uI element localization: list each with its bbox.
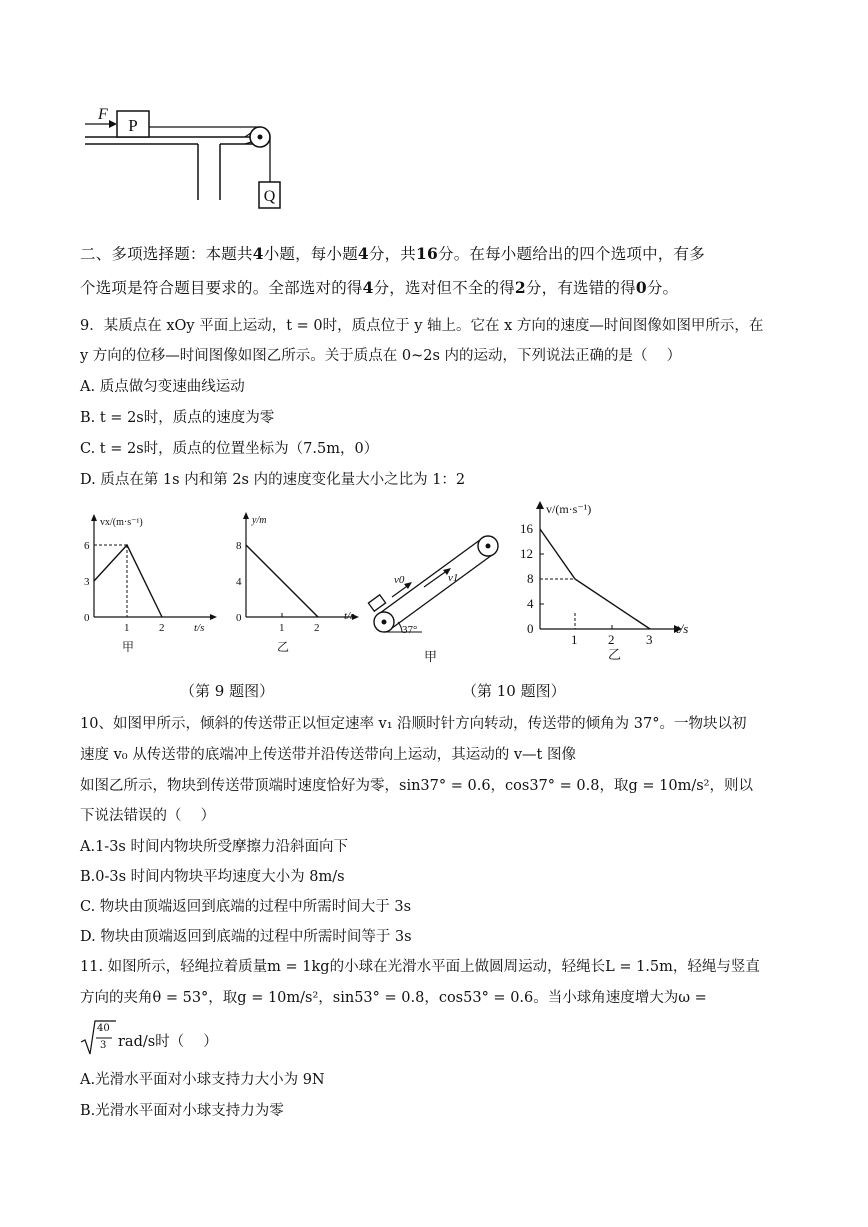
q9-stem-line1: 9．某质点在 xOy 平面上运动，t = 0时，质点位于 y 轴上。它在 x 方向的速度—时间图像如图甲所示，在 bbox=[80, 318, 764, 334]
fig9-yi-ytick: 8 bbox=[236, 540, 242, 552]
section2-text: 二、多项选择题：本题共 bbox=[80, 245, 253, 263]
q10-stem-line2: 速度 v₀ 从传送带的底端冲上传送带并沿传送带向上运动，其运动的 v—t 图像 bbox=[80, 747, 576, 763]
pulley-figure bbox=[80, 100, 290, 215]
block-q-label: Q bbox=[263, 188, 276, 205]
q9-option-c: C. t = 2s时，质点的位置坐标为（7.5m，0） bbox=[80, 441, 379, 457]
force-label: F bbox=[98, 106, 108, 123]
fig10-caption: （第 10 题图） bbox=[462, 682, 566, 700]
q11-omega-expression bbox=[80, 1018, 280, 1058]
fig9-caption: （第 9 题图） bbox=[180, 682, 275, 700]
q10-option-b: B.0-3s 时间内物块平均速度大小为 8m/s bbox=[80, 869, 345, 885]
section2-number: 4 bbox=[252, 244, 264, 263]
fig10-yi-graph bbox=[518, 495, 708, 660]
section2-number: 4 bbox=[357, 244, 369, 263]
q11-stem-line2: 方向的夹角θ = 53°，取g = 10m/s²，sin53° = 0.8，cos53° = 0.6。当小球角速度增大为ω = bbox=[80, 990, 707, 1006]
fig9-jia-caption: 甲 bbox=[122, 640, 135, 654]
fig9-jia-xtick: 1 bbox=[124, 622, 130, 634]
omega-numerator: 40 bbox=[97, 1023, 110, 1034]
omega-unit: rad/s时（ ） bbox=[118, 1034, 218, 1050]
fig10-yi-ytick: 12 bbox=[520, 546, 533, 561]
q10-option-d: D. 物块由顶端返回到底端的过程中所需时间等于 3s bbox=[80, 929, 412, 945]
section2-text: 小题，每小题 bbox=[263, 245, 358, 263]
fig10-yi-xlabel: t/s bbox=[676, 621, 689, 636]
fig10-yi-ytick: 8 bbox=[527, 571, 534, 586]
section2-line1 bbox=[80, 244, 705, 264]
q11-stem-line1: 11. 如图所示，轻绳拉着质量m = 1kg的小球在光滑水平面上做圆周运动，轻绳长L = 1.5m，轻绳与竖直 bbox=[80, 959, 760, 975]
section2-number: 4 bbox=[362, 278, 374, 297]
fig10-yi-ylabel: v/(m·s⁻¹) bbox=[546, 502, 592, 516]
fig9-jia-ylabel: vx/(m·s⁻¹) bbox=[100, 517, 143, 528]
section2-text: 分。在每小题给出的四个选项中，有多 bbox=[438, 245, 705, 263]
fig9-jia-ytick: 6 bbox=[84, 540, 90, 552]
section2-number: 16 bbox=[416, 244, 438, 263]
fig9-yi-ytick: 4 bbox=[236, 576, 242, 588]
section2-text: 分，共 bbox=[368, 245, 417, 263]
fig9-yi-ylabel: y/m bbox=[252, 515, 267, 526]
omega-denominator: 3 bbox=[100, 1040, 107, 1051]
fig9-jia-ytick: 3 bbox=[84, 576, 90, 588]
block-p-label: P bbox=[128, 116, 138, 135]
fig9-yi-xlabel: t/s bbox=[344, 610, 355, 622]
fig10-yi-ytick: 16 bbox=[520, 521, 533, 536]
q11-option-a: A.光滑水平面对小球支持力大小为 9N bbox=[80, 1072, 325, 1088]
section2-line2 bbox=[80, 278, 678, 298]
fig9-yi-xtick: 1 bbox=[279, 622, 285, 634]
q9-option-d: D. 质点在第 1s 内和第 2s 内的速度变化量大小之比为 1：2 bbox=[80, 472, 466, 488]
q10-stem-line1: 10、如图甲所示，倾斜的传送带正以恒定速率 v₁ 沿顺时针方向转动，传送带的倾角为 37°。一物块以初 bbox=[80, 716, 747, 732]
fig9-yi-graph bbox=[232, 505, 372, 655]
fig10-jia-angle: 37° bbox=[402, 624, 418, 636]
fig9-yi-xtick: 2 bbox=[314, 622, 320, 634]
fig10-jia-conveyor bbox=[362, 525, 512, 665]
fig9-jia-ytick: 0 bbox=[84, 612, 90, 624]
fig9-yi-caption: 乙 bbox=[277, 640, 290, 654]
section2-number: 0 bbox=[635, 278, 647, 297]
q10-option-c: C. 物块由顶端返回到底端的过程中所需时间大于 3s bbox=[80, 899, 412, 915]
fig10-yi-xtick: 1 bbox=[571, 632, 578, 647]
section2-text: 分，有选错的得 bbox=[525, 279, 636, 297]
q10-stem-line3: 如图乙所示，物块到传送带顶端时速度恰好为零，sin37° = 0.6，cos37° = 0.8，取g = 10m/s²，则以 bbox=[80, 778, 753, 794]
fig10-jia-v1-label: v1 bbox=[448, 572, 459, 584]
section2-text: 个选项是符合题目要求的。全部选对的得 bbox=[80, 279, 363, 297]
q10-option-a: A.1-3s 时间内物块所受摩擦力沿斜面向下 bbox=[80, 839, 348, 855]
q11-option-b: B.光滑水平面对小球支持力为零 bbox=[80, 1103, 284, 1119]
q9-option-a: A. 质点做匀变速曲线运动 bbox=[80, 379, 245, 395]
fig10-yi-xtick: 3 bbox=[646, 632, 653, 647]
q10-stem-line4: 下说法错误的（ ） bbox=[80, 808, 216, 824]
fig10-yi-caption: 乙 bbox=[608, 647, 622, 660]
fig9-jia-xlabel: t/s bbox=[194, 622, 205, 634]
section2-text: 分。 bbox=[646, 279, 679, 297]
fig9-jia-graph bbox=[82, 505, 222, 655]
fig10-jia-caption: 甲 bbox=[424, 649, 438, 664]
fig10-yi-xtick: 2 bbox=[608, 632, 615, 647]
fig10-jia-v0-label: v0 bbox=[394, 574, 405, 586]
fig10-yi-ytick: 4 bbox=[527, 596, 534, 611]
fig10-yi-ytick: 0 bbox=[527, 621, 534, 636]
q9-stem-line2: y 方向的位移—时间图像如图乙所示。关于质点在 0~2s 内的运动，下列说法正确的是（ ） bbox=[80, 348, 682, 364]
section2-number: 2 bbox=[514, 278, 526, 297]
fig9-yi-ytick: 0 bbox=[236, 612, 242, 624]
section2-text: 分，选对但不全的得 bbox=[373, 279, 515, 297]
fig9-jia-xtick: 2 bbox=[159, 622, 165, 634]
q9-option-b: B. t = 2s时，质点的速度为零 bbox=[80, 410, 275, 426]
